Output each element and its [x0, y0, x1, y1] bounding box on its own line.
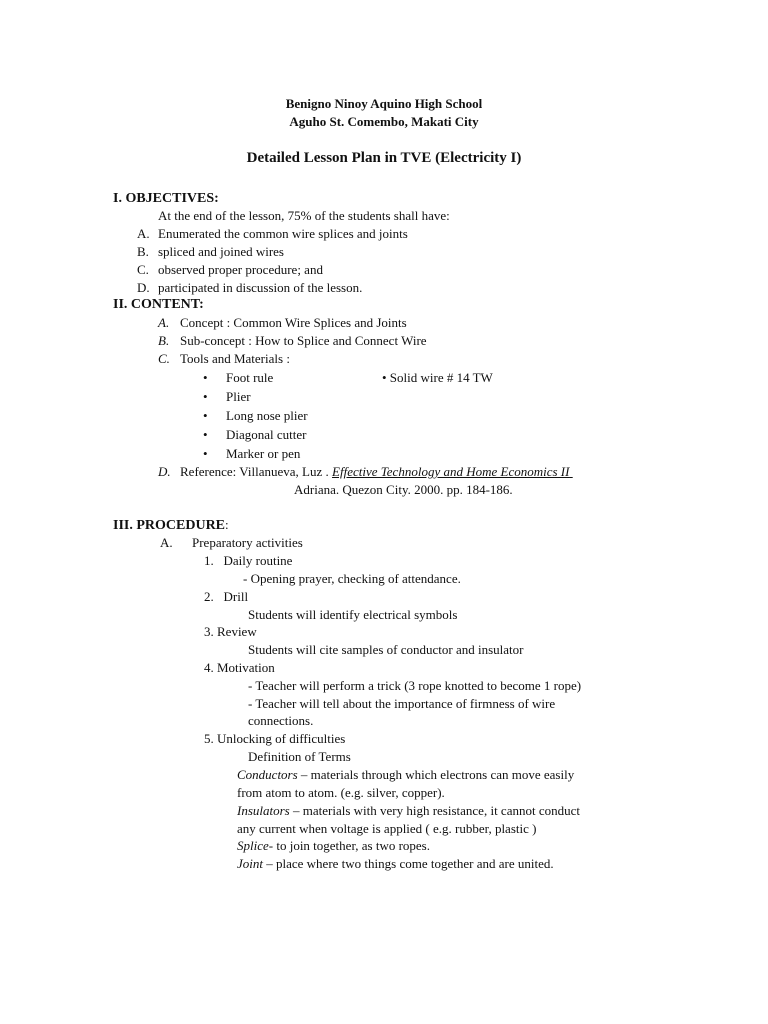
tool-item: Diagonal cutter	[226, 427, 307, 442]
objectives-intro: At the end of the lesson, 75% of the students shall have:	[158, 208, 450, 223]
step-drill: 2. Drill	[204, 589, 249, 604]
tools-marker: C.	[158, 351, 170, 366]
objective-item: observed proper procedure; and	[158, 262, 323, 277]
bullet-icon: •	[203, 389, 208, 404]
bullet-icon: •	[203, 370, 208, 385]
step-motivation-detail: - Teacher will perform a trick (3 rope knotted to become 1 rope)	[248, 678, 582, 693]
subconcept-text: Sub-concept : How to Splice and Connect Wire	[180, 333, 427, 348]
tool-item: Marker or pen	[226, 446, 301, 461]
step-daily-routine: 1. Daily routine	[204, 553, 293, 568]
bullet-icon: •	[203, 427, 208, 442]
tool-item-extra: • Solid wire # 14 TW	[382, 370, 493, 385]
step-drill-detail: Students will identify electrical symbols	[248, 607, 458, 622]
school-address: Aguho St. Comembo, Makati City	[289, 114, 479, 129]
step-daily-routine-detail: - Opening prayer, checking of attendance.	[243, 571, 461, 586]
tool-item: Long nose plier	[226, 408, 308, 423]
objectives-heading: I. OBJECTIVES:	[113, 191, 219, 206]
objective-marker: D.	[137, 280, 150, 295]
concept-marker: A.	[158, 315, 170, 330]
term-label: Joint	[237, 856, 263, 871]
document-title: Detailed Lesson Plan in TVE (Electricity I)	[246, 150, 522, 166]
reference-marker: D.	[158, 464, 171, 479]
procedure-a-label: Preparatory activities	[192, 535, 303, 550]
school-name: Benigno Ninoy Aquino High School	[285, 96, 483, 111]
term-label: Splice	[237, 838, 269, 853]
procedure-heading: III. PROCEDURE	[113, 518, 226, 533]
step-review: 3. Review	[204, 624, 257, 639]
term-conductors	[237, 766, 574, 784]
content-heading: II. CONTENT:	[113, 297, 204, 312]
reference-publisher: Adriana. Quezon City. 2000. pp. 184-186.	[294, 482, 513, 497]
objective-item: participated in discussion of the lesson.	[158, 280, 363, 295]
step-motivation-detail: - Teacher will tell about the importance of firmness of wire	[248, 696, 556, 711]
term-definition: – place where two things come together and are united.	[263, 856, 554, 871]
step-unlocking: 5. Unlocking of difficulties	[204, 731, 346, 746]
concept-text: Concept : Common Wire Splices and Joints	[180, 315, 407, 330]
objective-item: Enumerated the common wire splices and joints	[158, 226, 408, 241]
tool-item: Foot rule	[226, 370, 274, 385]
objective-marker: C.	[137, 262, 149, 277]
bullet-icon: •	[203, 408, 208, 423]
term-joint	[237, 855, 554, 873]
bullet-icon: •	[203, 446, 208, 461]
term-definition: - to join together, as two ropes.	[268, 838, 430, 853]
step-motivation-detail: connections.	[248, 713, 314, 728]
term-label: Conductors	[237, 767, 298, 782]
objective-marker: B.	[137, 244, 149, 259]
objective-marker: A.	[137, 226, 150, 241]
objective-item: spliced and joined wires	[158, 244, 284, 259]
subconcept-marker: B.	[158, 333, 170, 348]
procedure-heading-line: III. PROCEDURE:	[113, 517, 229, 533]
tools-text: Tools and Materials :	[180, 351, 290, 366]
term-splice	[237, 837, 430, 855]
step-motivation: 4. Motivation	[204, 660, 275, 675]
term-definition-cont: any current when voltage is applied ( e.g. rubber, plastic )	[237, 821, 537, 836]
reference-line	[180, 463, 573, 481]
term-definition-cont: from atom to atom. (e.g. silver, copper).	[237, 785, 445, 800]
term-label: Insulators	[237, 803, 290, 818]
reference-book-title: Effective Technology and Home Economics II	[332, 464, 570, 479]
reference-label: Reference: Villanueva, Luz .	[180, 464, 329, 479]
step-review-detail: Students will cite samples of conductor and insulator	[248, 642, 524, 657]
term-insulators	[237, 802, 580, 820]
definition-of-terms-heading: Definition of Terms	[248, 749, 351, 764]
tool-item: Plier	[226, 389, 251, 404]
term-definition: – materials through which electrons can move easily	[297, 767, 575, 782]
procedure-a-marker: A.	[160, 535, 173, 550]
term-definition: – materials with very high resistance, it cannot conduct	[289, 803, 580, 818]
